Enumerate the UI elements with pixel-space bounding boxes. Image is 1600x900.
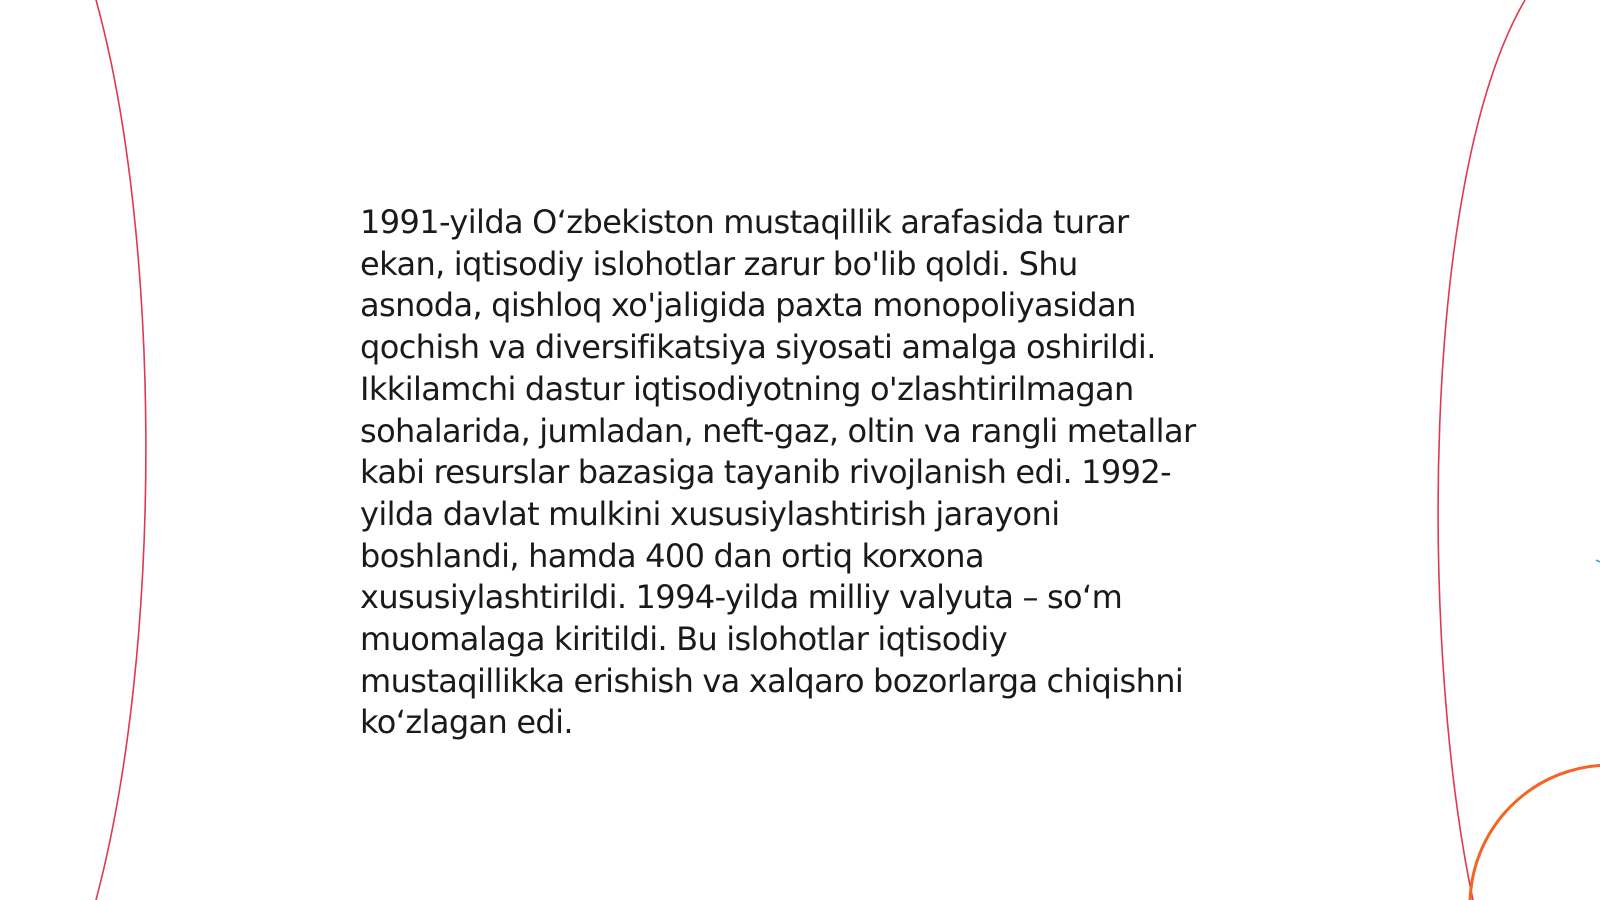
text-line: ko‘zlagan edi. (360, 703, 573, 742)
text-line: muomalaga kiritildi. Bu islohotlar iqtisodiy (360, 620, 1008, 659)
text-line: Ikkilamchi dastur iqtisodiyotning o'zlashtirilmagan (360, 369, 1134, 408)
text-line: asnoda, qishloq xo'jaligida paxta monopoliyasidan (360, 286, 1136, 325)
text-line: yilda davlat mulkini xususiylashtirish jarayoni (360, 494, 1060, 533)
text-line: boshlandi, hamda 400 dan ortiq korxona (360, 536, 984, 575)
text-line: sohalarida, jumladan, neft-gaz, oltin va rangli metallar (360, 411, 1196, 450)
body-paragraph (360, 202, 1260, 744)
teal-mark (1596, 560, 1600, 562)
text-line: xususiylashtirildi. 1994-yilda milliy valyuta – so‘m (360, 578, 1123, 617)
left-curve (96, 0, 146, 900)
right-curve (1438, 0, 1525, 900)
text-line: ekan, iqtisodiy islohotlar zarur bo'lib qoldi. Shu (360, 244, 1078, 283)
orange-circle (1470, 765, 1600, 900)
text-line: mustaqillikka erishish va xalqaro bozorlarga chiqishni (360, 661, 1184, 700)
text-line: kabi resurslar bazasiga tayanib rivojlanish edi. 1992- (360, 453, 1172, 492)
text-line: 1991-yilda O‘zbekiston mustaqillik arafasida turar (360, 203, 1129, 241)
text-line: qochish va diversifikatsiya siyosati amalga oshirildi. (360, 328, 1156, 367)
